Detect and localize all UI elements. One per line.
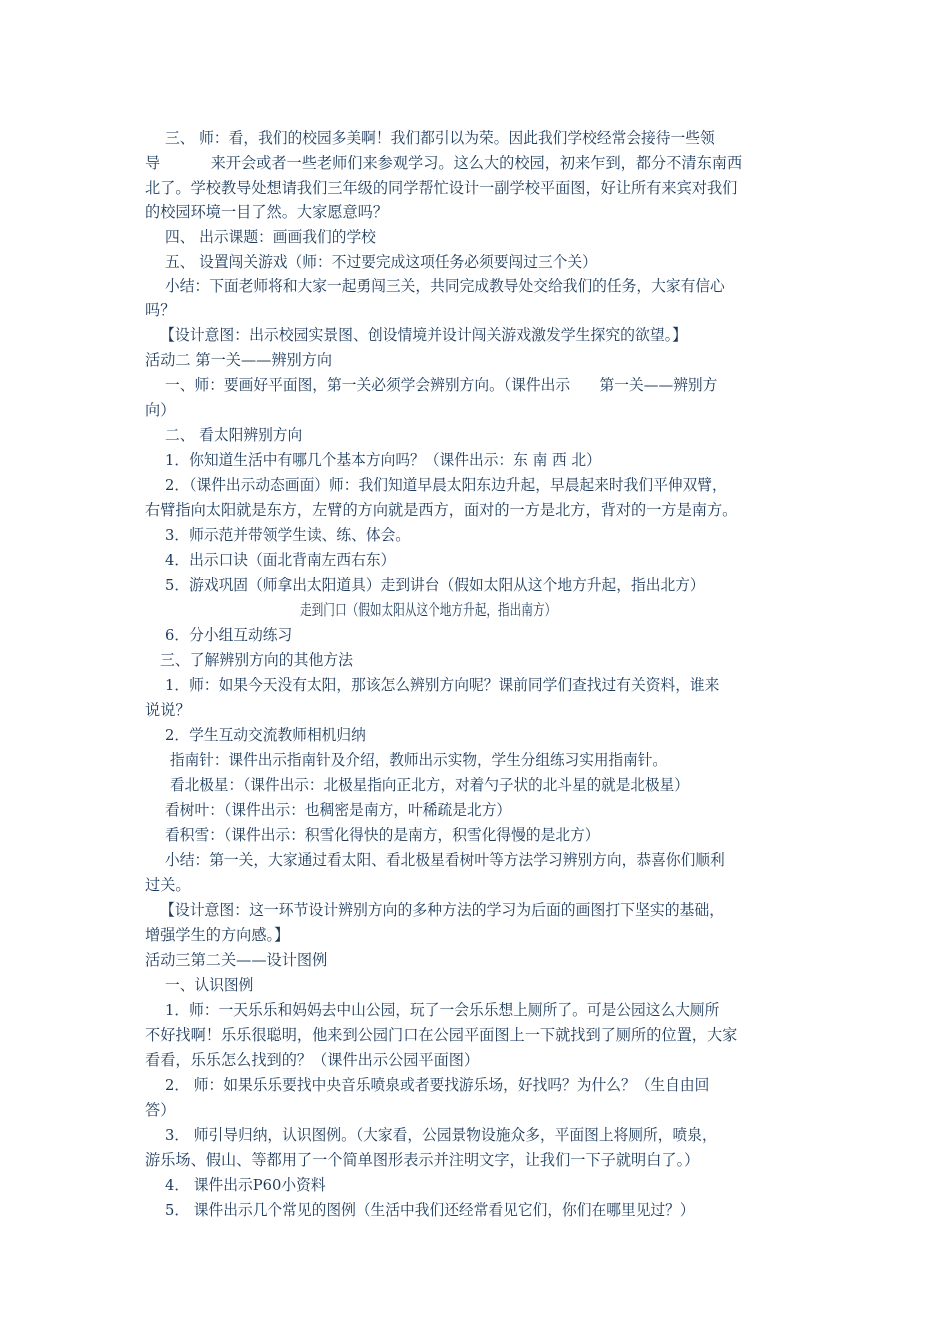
text-line: 看北极星：（课件出示：北极星指向正北方，对着勺子状的北斗星的就是北极星） xyxy=(170,776,689,794)
text-line: 答） xyxy=(145,1101,176,1119)
text-line: 一、师：要画好平面图，第一关必须学会辨别方向。（课件出示 第一关——辨别方 xyxy=(165,376,718,394)
section-heading: 活动二 第一关——辨别方向 xyxy=(145,351,333,369)
text-line: 走到门口（假如太阳从这个地方升起，指出南方） xyxy=(300,601,557,619)
text-line: 指南针：课件出示指南针及介绍，教师出示实物，学生分组练习实用指南针。 xyxy=(170,751,667,769)
text-line: 三、 师：看，我们的校园多美啊！我们都引以为荣。因此我们学校经常会接待一些领 xyxy=(165,129,715,147)
text-line: 不好找啊！乐乐很聪明，他来到公园门口在公园平面图上一下就找到了厕所的位置，大家 xyxy=(145,1026,738,1044)
text-line: 四、 出示课题：画画我们的学校 xyxy=(165,228,376,246)
text-line: 3．师示范并带领学生读、练、体会。 xyxy=(165,526,411,544)
text-line: 向） xyxy=(145,401,176,419)
text-line: 1．师：一天乐乐和妈妈去中山公园，玩了一会乐乐想上厕所了。可是公园这么大厕所 xyxy=(165,1001,720,1019)
text-line: 4．出示口诀（面北背南左西右东） xyxy=(165,551,396,569)
text-line: 6．分小组互动练习 xyxy=(165,626,293,644)
text-line: 增强学生的方向感。】 xyxy=(145,926,290,944)
text-line: 的校园环境一目了然。大家愿意吗？ xyxy=(145,203,388,221)
section-heading: 活动三第二关——设计图例 xyxy=(145,951,328,969)
text-line: 吗？ xyxy=(145,301,176,319)
text-line: 五、 设置闯关游戏（师：不过要完成这项任务必须要闯过三个关） xyxy=(165,253,597,271)
text-line: 【设计意图：出示校园实景图、创设情境并设计闯关游戏激发学生探究的欲望。】 xyxy=(160,326,687,344)
text-line: 导 来开会或者一些老师们来参观学习。这么大的校园，初来乍到，都分不清东南西 xyxy=(145,154,743,172)
text-line: 右臂指向太阳就是东方，左臂的方向就是西方，面对的一方是北方，背对的一方是南方。 xyxy=(145,501,738,519)
text-line: 2．（课件出示动态画面）师：我们知道早晨太阳东边升起，早晨起来时我们平伸双臂， xyxy=(165,476,727,494)
text-line: 4． 课件出示P60小资料 xyxy=(165,1176,326,1194)
text-line: 1．师：如果今天没有太阳，那该怎么辨别方向呢？课前同学们查找过有关资料，谁来 xyxy=(165,676,720,694)
text-line: 小结：第一关，大家通过看太阳、看北极星看树叶等方法学习辨别方向，恭喜你们顺利 xyxy=(165,851,725,869)
text-line: 过关。 xyxy=(145,876,191,894)
text-line: 二、 看太阳辨别方向 xyxy=(165,426,303,444)
text-line: 5． 课件出示几个常见的图例（生活中我们还经常看见它们，你们在哪里见过？） xyxy=(165,1201,695,1219)
text-line: 2．学生互动交流教师相机归纳 xyxy=(165,726,366,744)
text-line: 5．游戏巩固（师拿出太阳道具）走到讲台（假如太阳从这个地方升起，指出北方） xyxy=(165,576,705,594)
text-line: 小结：下面老师将和大家一起勇闯三关，共同完成教导处交给我们的任务，大家有信心 xyxy=(165,277,725,295)
text-line: 一、认识图例 xyxy=(165,976,254,994)
text-line: 三、了解辨别方向的其他方法 xyxy=(160,651,353,669)
text-line: 看积雪：（课件出示：积雪化得快的是南方，积雪化得慢的是北方） xyxy=(165,826,600,844)
text-line: 说说？ xyxy=(145,701,191,719)
text-line: 北了。学校教导处想请我们三年级的同学帮忙设计一副学校平面图，好让所有来宾对我们 xyxy=(145,179,738,197)
text-line: 看树叶：（课件出示：也稠密是南方，叶稀疏是北方） xyxy=(165,801,512,819)
text-line: 【设计意图：这一环节设计辨别方向的多种方法的学习为后面的画图打下坚实的基础， xyxy=(160,901,725,919)
text-line: 3． 师引导归纳，认识图例。（大家看，公园景物设施众多，平面图上将厕所，喷泉， xyxy=(165,1126,717,1144)
text-line: 游乐场、假山、等都用了一个简单图形表示并注明文字，让我们一下子就明白了。） xyxy=(145,1151,700,1169)
text-line: 看看，乐乐怎么找到的？（课件出示公园平面图） xyxy=(145,1051,480,1069)
text-line: 2． 师：如果乐乐要找中央音乐喷泉或者要找游乐场，好找吗？为什么？（生自由回 xyxy=(165,1076,710,1094)
text-line: 1．你知道生活中有哪几个基本方向吗？（课件出示：东 南 西 北） xyxy=(165,451,601,469)
